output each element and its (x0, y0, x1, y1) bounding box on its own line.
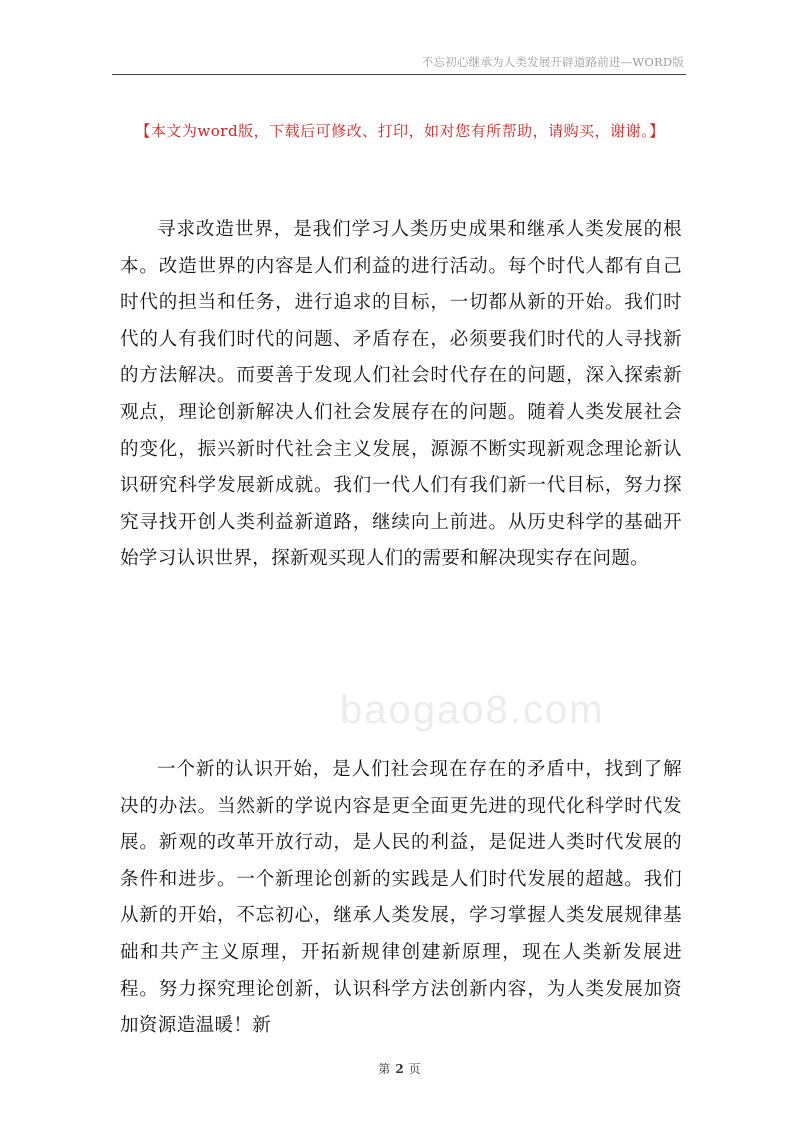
purchase-notice: 【本文为word版，下载后可修改、打印，如对您有所帮助，请购买，谢谢。】 (135, 122, 665, 140)
page-label-suffix: 页 (408, 1062, 422, 1076)
page-footer (0, 1060, 800, 1077)
page-label-prefix: 第 (378, 1062, 392, 1076)
body-paragraph: 一个新的认识开始，是人们社会现在存在的矛盾中，找到了解决的办法。当然新的学说内容是更全面更先进的现代化科学时代发展。新观的改革开放行动，是人民的利益，是促进人类时代发展的条件和进步。一个新理论创新的实践是人们时代发展的超越。我们从新的开始，不忘初心，继承人类发展，学习掌握人类发展规律基础和共产主义原理，开拓新规律创建新原理，现在人类新发展进程。努力探究理论创新，认识科学方法创新内容，为人类发展加资加资源造温暖！新 (120, 759, 682, 1037)
watermark: baogao8.com (340, 688, 605, 732)
body-paragraph: 寻求改造世界，是我们学习人类历史成果和继承人类发展的根本。改造世界的内容是人们利益的进行活动。每个时代人都有自己时代的担当和任务，进行追求的目标，一切都从新的开始。我们时代的人有我们时代的问题、矛盾存在，必须要我们时代的人寻找新的方法解决。而要善于发现人们社会时代存在的问题，深入探索新观点，理论创新解决人们社会发展存在的问题。随着人类发展社会的变化，振兴新时代社会主义发展，源源不断实现新观念理论新认识研究科学发展新成就。我们一代人们有我们新一代目标，努力探究寻找开创人类利益新道路，继续向上前进。从历史科学的基础开始学习认识世界，探新观买现人们的需要和解决现实存在问题。 (120, 219, 682, 570)
document-title: 不忘初心继承为人类发展开辟道路前进—WORD版 (421, 55, 684, 69)
page-header (112, 50, 686, 75)
page-number: 2 (395, 1062, 405, 1076)
